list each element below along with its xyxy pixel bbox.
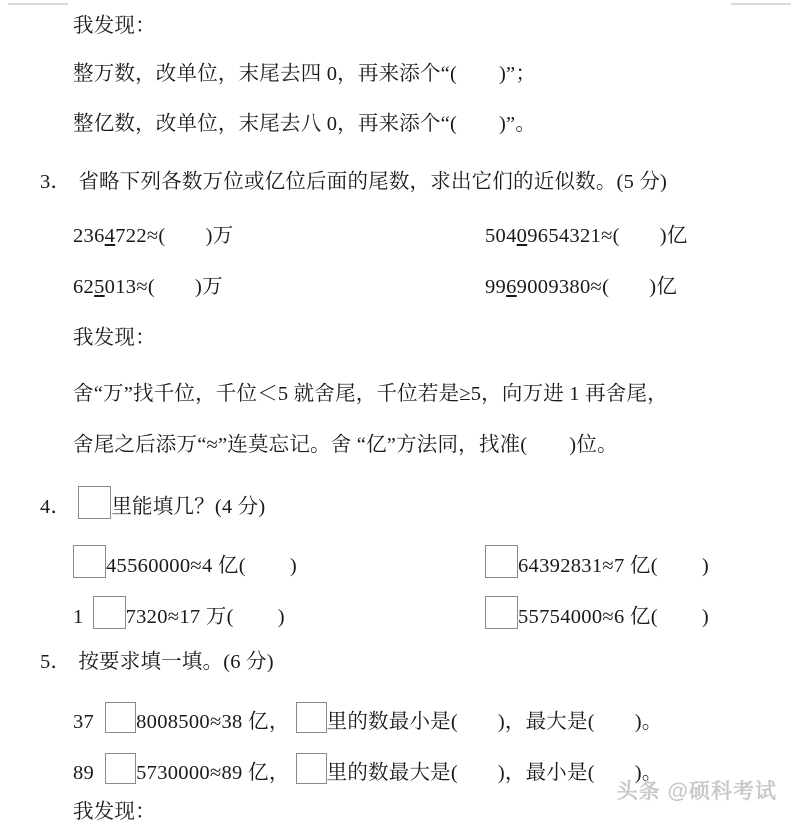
q4-item-1-close: ): [289, 555, 297, 577]
question-3-item-4: [485, 277, 677, 298]
question-4-prompt: 里能填几？(4 分): [111, 496, 266, 518]
q3-item-2-marked-digit: 0: [516, 225, 528, 247]
q3-item-1-unit: 万: [212, 225, 234, 247]
q3-item-1-pre: 236: [73, 225, 105, 247]
q5-item-1-mid: )，最大是(: [497, 711, 595, 733]
answer-box-q4-prompt[interactable]: [78, 486, 111, 519]
q3-item-3-unit: 万: [202, 276, 223, 298]
q3-item-2-unit: 亿: [666, 225, 688, 247]
q3-item-1-post: 722: [115, 225, 147, 247]
q5-item-2-mid: )，最小是(: [497, 762, 595, 784]
q3-item-4-marked-digit: 6: [506, 276, 517, 298]
q5-item-2-close: )。: [634, 762, 663, 784]
q4-item-3-close: ): [277, 606, 285, 628]
page-corner-mark-right: [731, 3, 791, 5]
q5-item-1-lead: 37: [73, 711, 95, 733]
answer-box-q4-item-3[interactable]: [93, 596, 126, 629]
found-top-line-1-close: )”；: [499, 63, 537, 85]
q3-item-3-close: ): [195, 276, 203, 298]
answer-box-q4-item-1[interactable]: [73, 545, 106, 578]
question-5-item-2: [73, 753, 662, 784]
q4-item-2-close: ): [701, 555, 709, 577]
q4-item-3-text: 7320≈17 万(: [125, 606, 234, 628]
q4-item-4-close: ): [701, 606, 709, 628]
q5-item-2-text-a: 5730000≈89 亿，: [136, 762, 290, 784]
q3-found-line-2-text: 舍尾之后添万“≈”连莫忘记。舍 “亿”方法同，找准(: [73, 434, 528, 456]
q3-found-line-2-close: )位。: [569, 434, 618, 456]
q4-item-3-lead: 1: [73, 606, 84, 628]
q5-item-2-lead: 89: [73, 762, 95, 784]
answer-box-q4-item-4[interactable]: [485, 596, 518, 629]
answer-box-q4-item-2[interactable]: [485, 545, 518, 578]
q3-item-2-rel: ≈(: [601, 225, 620, 247]
q3-item-1-marked-digit: 4: [104, 225, 116, 247]
q5-item-1-close: )。: [634, 711, 663, 733]
page-corner-mark-left: [8, 3, 68, 5]
question-3-item-2: [485, 226, 688, 247]
question-3-number: 3．: [40, 171, 72, 193]
question-3-found-heading: 我发现：: [73, 327, 156, 349]
question-5-number: 5．: [40, 651, 72, 673]
q3-item-2-post: 9654321: [527, 225, 602, 247]
q3-item-4-post: 9009380: [516, 276, 591, 298]
q5-item-2-text-b: 里的数最大是(: [326, 762, 458, 784]
q3-item-3-marked-digit: 5: [94, 276, 105, 298]
found-top-line-1-text: 整万数，改单位，末尾去四 0，再来添个“(: [73, 63, 457, 85]
q3-item-4-rel: ≈(: [590, 276, 610, 298]
found-top-line-2-close: )”。: [499, 113, 537, 135]
found-top-line-1: [73, 64, 536, 85]
question-3-found-line-1: 舍“万”找千位，千位＜5 就舍尾，千位若是≥5，向万进 1 再舍尾，: [73, 383, 668, 405]
q5-item-1-text-b: 里的数最小是(: [326, 711, 458, 733]
question-4-item-1: [73, 545, 297, 578]
answer-box-q5-item-2-a[interactable]: [105, 753, 136, 784]
question-5-prompt: 按要求填一填。(6 分): [78, 651, 274, 673]
q3-item-1-rel: ≈(: [146, 225, 166, 247]
question-4-item-2: [485, 545, 709, 578]
question-4-item-4: [485, 596, 709, 629]
question-3-item-3: [73, 277, 223, 298]
q3-item-3-post: 013: [104, 276, 137, 298]
q3-item-1-close: ): [205, 225, 213, 247]
question-4-heading: [40, 486, 265, 519]
answer-box-q5-item-2-b[interactable]: [296, 753, 327, 784]
found-heading-top: 我发现：: [73, 15, 156, 37]
found-top-line-2-text: 整亿数，改单位，末尾去八 0，再来添个“(: [73, 113, 457, 135]
q4-item-1-text: 45560000≈4 亿(: [106, 555, 246, 577]
q3-item-4-pre: 99: [485, 276, 507, 298]
question-4-item-3: [73, 596, 285, 629]
q3-item-2-pre: 504: [485, 225, 517, 247]
found-top-line-2: [73, 114, 536, 135]
question-3-prompt: 省略下列各数万位或亿位后面的尾数，求出它们的近似数。(5 分): [78, 171, 668, 193]
question-5-item-1: [73, 702, 662, 733]
question-5-heading: [40, 652, 274, 673]
q3-item-3-pre: 62: [73, 276, 95, 298]
q4-item-2-text: 64392831≈7 亿(: [518, 555, 658, 577]
question-3-found-line-2: [73, 435, 618, 456]
answer-box-q5-item-1-b[interactable]: [296, 702, 327, 733]
q4-item-4-text: 55754000≈6 亿(: [518, 606, 658, 628]
q5-item-1-text-a: 8008500≈38 亿，: [136, 711, 290, 733]
question-3-heading: [40, 172, 667, 193]
q3-item-4-unit: 亿: [656, 276, 678, 298]
answer-box-q5-item-1-a[interactable]: [105, 702, 136, 733]
watermark: 头条 @硕科考试: [616, 780, 777, 803]
q3-item-2-close: ): [659, 225, 667, 247]
q3-item-4-close: ): [649, 276, 657, 298]
q3-item-3-rel: ≈(: [136, 276, 156, 298]
question-4-number: 4．: [40, 496, 72, 518]
question-5-found-heading: 我发现：: [73, 801, 156, 823]
question-3-item-1: [73, 226, 233, 247]
